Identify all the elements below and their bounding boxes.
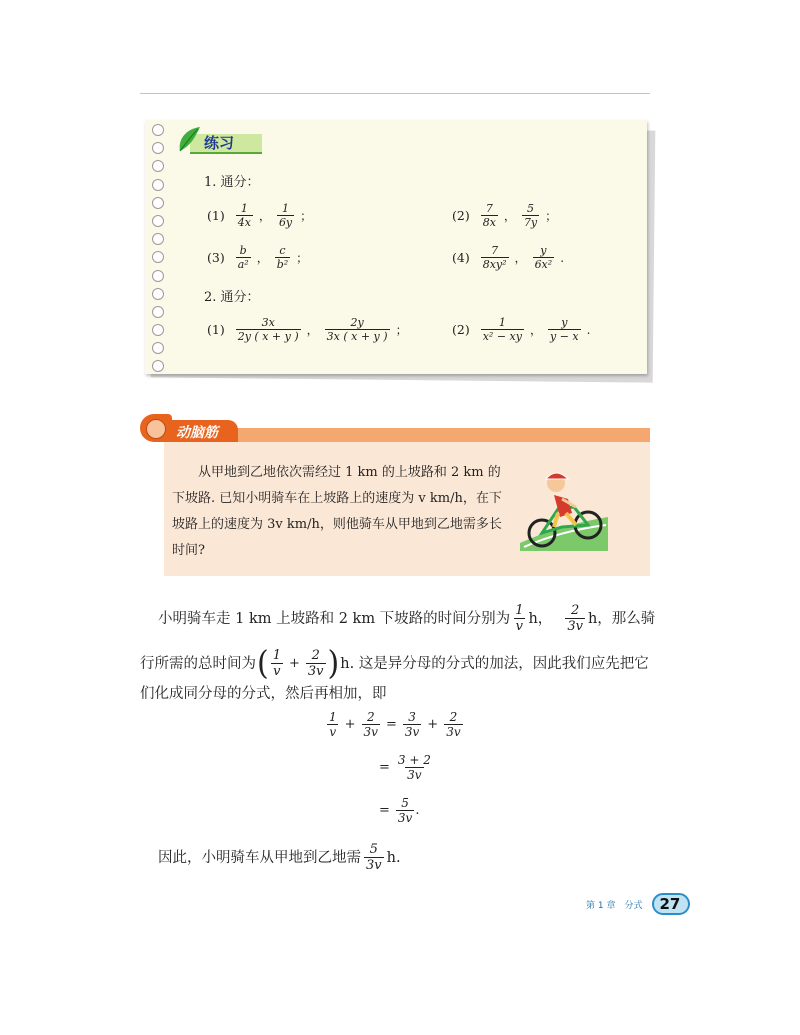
cyclist-illustration xyxy=(510,455,610,555)
equation-line-3: = $\frac{5}{3v}$ . xyxy=(379,796,420,825)
page-footer xyxy=(586,892,692,916)
chapter-label: 第 1 章 分式 xyxy=(586,900,643,911)
brain-teaser-icon xyxy=(146,419,166,439)
paragraph-line-1: 小明骑车走 1 km 上坡路和 2 km 下坡路的时间分别为 $\frac{1}{v}$ h， $\frac{2}{3v}$ h，那么骑 xyxy=(158,603,656,634)
notebook-rings xyxy=(152,124,166,379)
q1-item-3: (3) $\frac{b}{\text{a²}}$ ， $\frac{c}{\text{b²}}$ ； xyxy=(207,244,309,271)
paragraph-line-3: 们化成同分母的分式，然后再相加，即 xyxy=(140,686,387,702)
exercise-title: 练习 xyxy=(204,134,235,152)
q1-item-4: (4) $\frac{7}{\text{8xy²}}$ ， $\frac{y}{\text{6x²}}$ . xyxy=(452,244,565,271)
q1-item-2: (2) $\frac{7}{8x}$ ， $\frac{5}{7y}$ ； xyxy=(452,202,558,229)
page-number: 27 xyxy=(659,895,681,913)
question-1-label: 1. 通分： xyxy=(204,175,260,190)
equation-line-1: $\frac{1}{v}$ + $\frac{2}{3v}$ = $\frac{3}{3v}$ + $\frac{2}{3v}$ xyxy=(329,710,461,739)
leaf-icon xyxy=(176,125,202,153)
header-rule xyxy=(140,93,650,94)
brain-teaser-header xyxy=(140,414,650,442)
q2-item-1: (1) $\frac{3x}{2y ( x + y )}$ ， $\frac{2y}{3x ( x + y )}$ ； xyxy=(207,316,408,343)
q2-item-2: (2) $\frac{1}{\text{x² − xy}}$ ， $\frac{y}{y - x}$ . xyxy=(452,316,591,343)
paragraph-line-2: 行所需的总时间为 ( $\frac{1}{v}$ + $\frac{2}{3v}$ ) h. 这是异分母的分式的加法，因此我们应先把它 xyxy=(140,643,649,683)
conclusion-line: 因此，小明骑车从甲地到乙地需 $\frac{5}{3v}$ h. xyxy=(158,842,401,873)
q1-item-1: (1) $\frac{1}{4x}$ ， $\frac{1}{6y}$ ； xyxy=(207,202,313,229)
exercise-title-banner xyxy=(176,125,260,153)
equation-line-2: = $\frac{3 + 2}{3v}$ xyxy=(379,753,431,782)
page-number-badge xyxy=(648,892,692,916)
brain-teaser-title: 动脑筋 xyxy=(176,425,218,441)
brain-teaser-text: 从甲地到乙地依次需经过 1 km 的上坡路和 2 km 的下坡路. 已知小明骑车在上坡路上的速度为 v km/h，在下坡路上的速度为 3v km/h，则他骑车从甲地到乙地需多长时间? xyxy=(172,465,502,558)
question-2-label: 2. 通分： xyxy=(204,290,260,305)
